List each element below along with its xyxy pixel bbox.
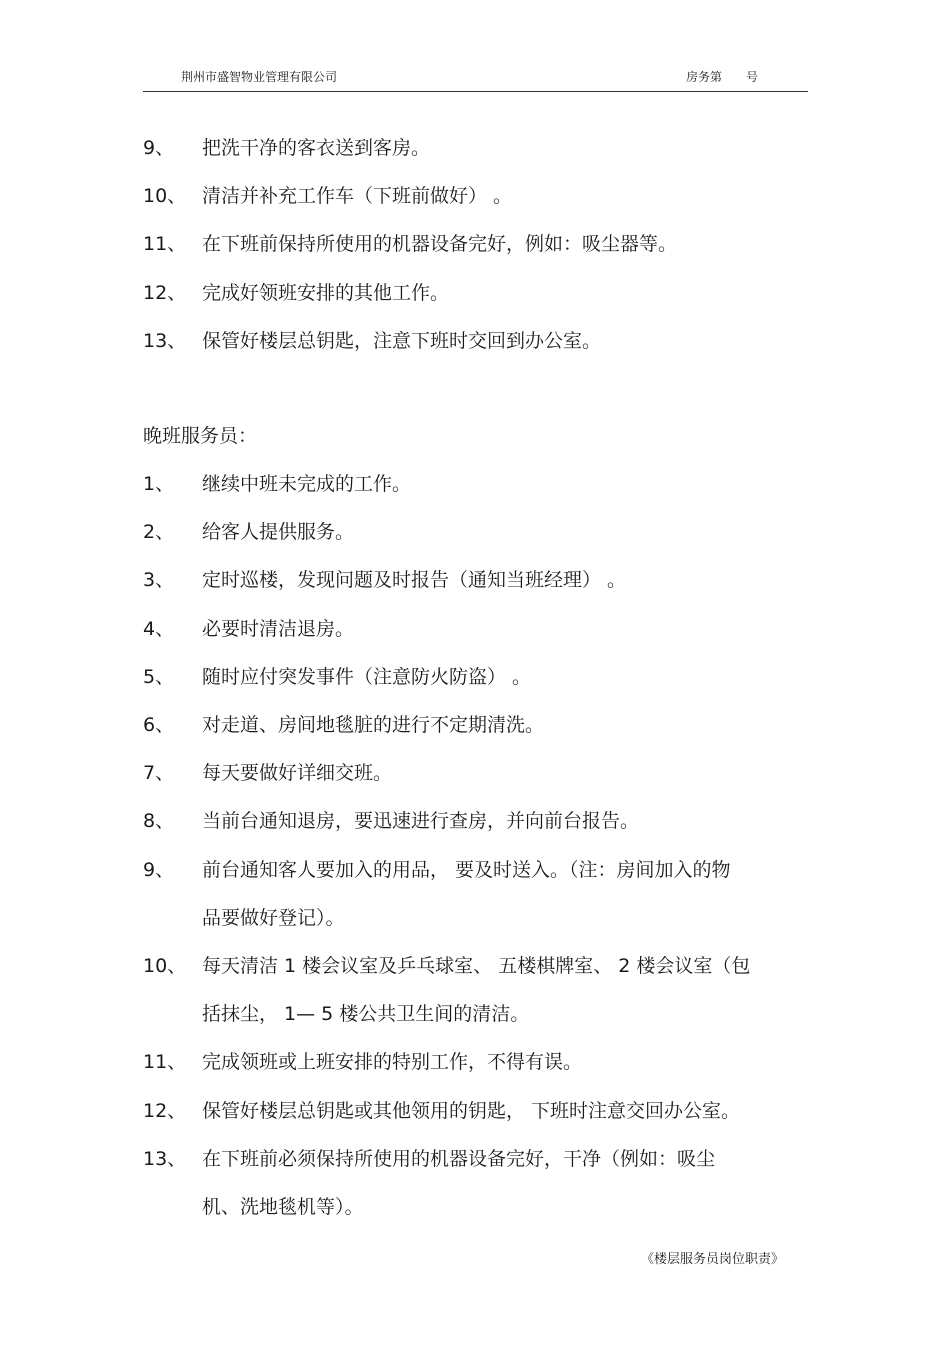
document-footer: 《楼层服务员岗位职责》	[641, 1252, 785, 1267]
list-item-text: 定时巡楼，发现问题及时报告（通知当班经理） 。	[202, 569, 627, 592]
list-item-number: 4、	[143, 617, 175, 640]
company-name: 荆州市盛智物业管理有限公司	[181, 70, 338, 84]
list-item-text: 前台通知客人要加入的用品， 要及时送入。（注：房间加入的物	[202, 858, 731, 881]
document-number	[686, 68, 758, 85]
list-item-text: 完成领班或上班安排的特别工作，不得有误。	[202, 1051, 583, 1074]
list-item-number: 9、	[143, 137, 175, 159]
list-item-number: 6、	[143, 714, 175, 736]
list-item-text: 完成好领班安排的其他工作。	[202, 281, 450, 304]
list-item-text: 保管好楼层总钥匙，注意下班时交回到办公室。	[202, 329, 602, 352]
list-item-number: 8、	[143, 810, 175, 833]
list-item-number: 13、	[143, 1147, 187, 1170]
list-item-number: 12、	[143, 281, 187, 304]
page-header	[143, 66, 808, 92]
list-item-text: 括抹尘， 1— 5 楼公共卫生间的清洁。	[202, 1003, 530, 1026]
list-item-text: 继续中班未完成的工作。	[202, 473, 412, 495]
list-item-text: 把洗干净的客衣送到客房。	[202, 137, 431, 159]
list-item-number: 2、	[143, 521, 175, 544]
list-item-text: 对走道、房间地毯脏的进行不定期清洗。	[202, 714, 545, 736]
list-item-number: 9、	[143, 858, 175, 881]
list-item-text: 在下班前保持所使用的机器设备完好，例如：吸尘器等。	[202, 233, 678, 256]
list-item-text: 每天要做好详细交班。	[202, 762, 393, 785]
section-title: 晚班服务员：	[143, 425, 258, 447]
list-item-text: 清洁并补充工作车（下班前做好） 。	[202, 185, 513, 208]
list-item-number: 11、	[143, 233, 187, 256]
list-item-number: 7、	[143, 762, 175, 785]
list-item-number: 3、	[143, 569, 175, 592]
list-item-number: 5、	[143, 665, 175, 688]
list-item-text: 给客人提供服务。	[202, 521, 355, 544]
list-item-text: 在下班前必须保持所使用的机器设备完好，干净（例如：吸尘	[202, 1147, 716, 1170]
doc-label: 房务第	[686, 70, 723, 84]
list-item-number: 10、	[143, 185, 187, 208]
list-item-number: 10、	[143, 955, 187, 977]
list-item-text: 保管好楼层总钥匙或其他领用的钥匙， 下班时注意交回办公室。	[202, 1099, 741, 1122]
list-item-text: 品要做好登记）。	[202, 906, 345, 929]
list-item-text: 随时应付突发事件（注意防火防盗） 。	[202, 665, 532, 688]
list-item-number: 1、	[143, 473, 175, 495]
doc-suffix: 号	[746, 70, 759, 84]
list-item-text: 每天清洁 1 楼会议室及乒乓球室、 五楼棋牌室、 2 楼会议室（包	[202, 955, 751, 977]
list-item-text: 当前台通知退房，要迅速进行查房，并向前台报告。	[202, 810, 640, 833]
list-item-number: 13、	[143, 329, 187, 352]
list-item-number: 12、	[143, 1099, 187, 1122]
list-item-number: 11、	[143, 1051, 187, 1074]
list-item-text: 必要时清洁退房。	[202, 617, 355, 640]
list-item-text: 机、洗地毯机等）。	[202, 1196, 364, 1218]
